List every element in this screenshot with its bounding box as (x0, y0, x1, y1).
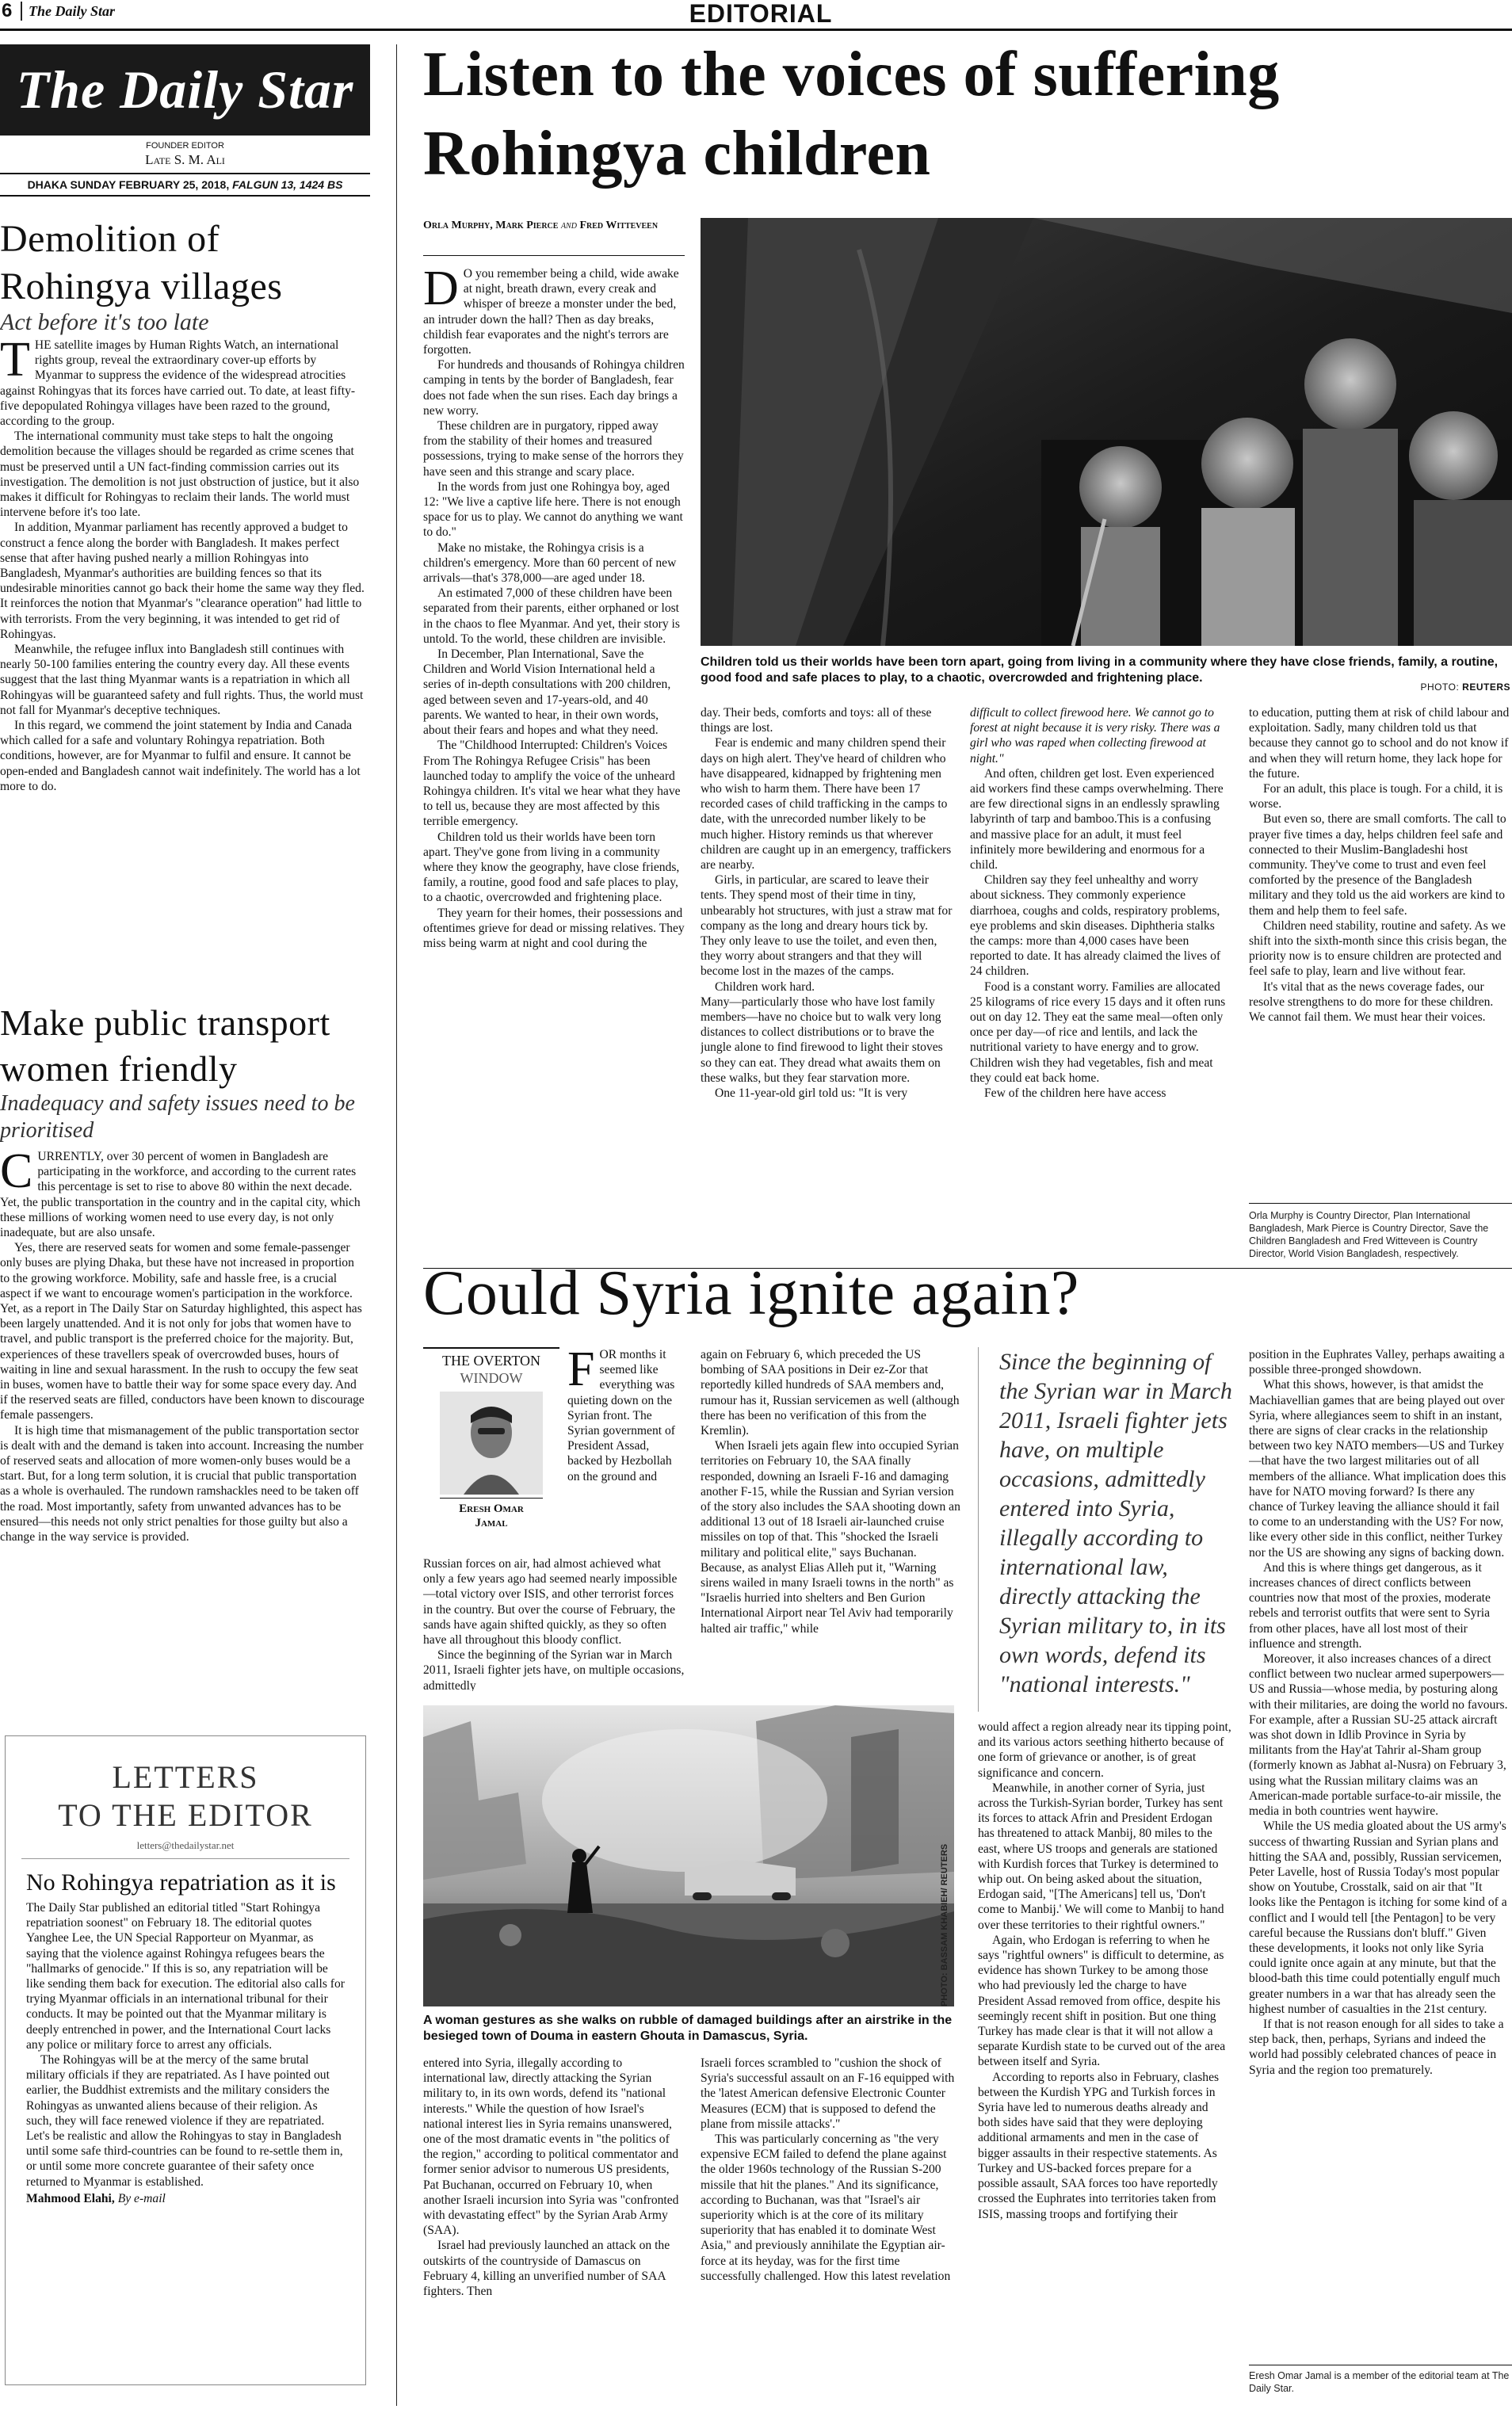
article1-byline-names: Orla Murphy, Mark Pierce (423, 220, 559, 231)
article1-bio: Orla Murphy is Country Director, Plan International Bangladesh, Mark Pierce is Country Director, Save the Children Bangladesh and Fred Witteveen is Country Director, World Vision Bangladesh, respectively. (1249, 1210, 1489, 1259)
header-divider (21, 2, 22, 21)
article1-paragraph: difficult to collect firewood here. We cannot go to forest at night because it is very risky. There was a girl who was raped when collecting firewood at night." (970, 706, 1220, 766)
article2-paragraph: This was particularly concerning as "the very expensive ECM failed to defend the plane against the older 1960s technology of the Russian S-200 missile that hit the planes." And its significance, according to Buchanan, was that "Israel's air superiority which is at the core of its military superiority that has enabled it to dominate West Asia," and previously annihilate the Egyptian air-force at its heyday, was for the first time successfully challenged. How this latest revelation (701, 2132, 951, 2283)
article1-paragraph: day. Their beds, comforts and toys: all of these things are lost. (701, 706, 932, 735)
author-photo (440, 1392, 543, 1495)
article1-byline-and: and (560, 220, 577, 231)
rohingya-photo-caption: Children told us their worlds have been torn apart, going from living in a community where they have close friends, family, a routine, good food and safe places to play, to a chaotic, overcrowded and frightening place. (701, 655, 1499, 685)
article2-paragraph: And this is where things get dangerous, as it increases chances of direct conflicts between countries now that most of the proxies, moderate rebels and terrorist outfits that were sent to Syria from other places, have all lost most of their influence and strength. (1249, 1560, 1491, 1651)
editorial2-paragraph: URRENTLY, over 30 percent of women in Bangladesh are participating in the workforce, and according to the current rates this percentage is set to rise to above 80 within the next decade. Yet, the public transportation in the country and in the capital city, which these millions of working women need to use every day, is not only inadequate, but are also unsafe. (0, 1150, 361, 1240)
article1-bio-rule (1249, 1203, 1512, 1204)
author-portrait-icon (440, 1392, 543, 1495)
article2-paragraph: While the US media gloated about the US army's success of thwarting Russian and Syrian plans and hitting the SAA and, possibly, Russian servicemen, Peter Lavelle, host of Russia Today's most popular show on Youtube, Crosstalk, said on air that "It looks like the Pentagon is itching for some kind of a conflict and I would tell [the Pentagon] to be very careful because the Russians don't bluff." Given these developments, it looks not only like Syria could ignite once again at any minute, but that the blood-bath this time could potentially engulf much greater numbers in a war that has already seen the highest number of casualties in the 21st century. (1249, 1819, 1507, 2016)
syria-photo-image (423, 1705, 954, 2006)
article2-col2 (701, 1347, 962, 1688)
article1-paragraph: Few of the children here have access (984, 1086, 1166, 1101)
article1-byline (423, 218, 693, 253)
editorial2-dropcap: C (0, 1149, 33, 1198)
article1-paragraph: Children told us their worlds have been torn apart. They've gone from living in a community where they know the geography, have close friends, family, a routine, good food and safe places to play, to a chaotic, overcrowded and frightening place. (423, 830, 680, 905)
article2-bio: Eresh Omar Jamal is a member of the editorial team at The Daily Star. (1249, 2370, 1510, 2394)
founder-label: FOUNDER EDITOR (146, 141, 224, 151)
article1-paragraph: An estimated 7,000 of these children have been separated from their parents, either orphaned or lost in the chaos to flee Myanmar. And yet, their story is untold. To the world, these children are invisible. (423, 586, 680, 646)
article2-paragraph: According to reports also in February, clashes between the Kurdish YPG and Turkish forces in Syria have led to numerous deaths already and both sides have said that they were deploying additional armaments and men in the case of bigger assaults in their respective statements. As Turkey and US-backed forces prepare for a possible assault, SAA forces too have reportedly crossed the Euphrates into territories taken from ISIS, massing troops and fortifying their (978, 2070, 1220, 2221)
syria-photo-credit: PHOTO: BASSAM KHABIEH/ REUTERS (940, 1843, 949, 2006)
article1-paragraph: These children are in purgatory, ripped away from the stability of their homes and treasured possessions, trying to make sense of the horrors they have seen and this strange and scary place. (423, 419, 684, 479)
editorial1-paragraph: In this regard, we commend the joint statement by India and Canada which called for a safe and voluntary Rohingya repatriation. Both conditions, however, are for Myanmar to fulfil and ensure. It cannot be open-ended and Bangladesh cannot wait indefinitely. The world has a lot more to do. (0, 719, 361, 793)
article1-paragraph: O you remember being a child, wide awake at night, breath drawn, every creak and whisper of breeze a monster under the bed, an intruder down the hall? Then as day breaks, childish fear evaporates and the night's terrors are forgotten. (423, 267, 679, 357)
article1-paragraph: In December, Plan International, Save the Children and World Vision International held a series of in-depth consultations with 200 children, aged between seven and 17-years-old, and 40 parents. We wanted to hear, in their own words, about their fears and hopes and what they need. (423, 647, 671, 738)
article2-paragraph: Since the beginning of the Syrian war in March 2011, Israeli fighter jets have, on multiple occasions, admittedly (423, 1648, 685, 1691)
article2-paragraph: What this shows, however, is that amidst the Machiavellian games that are being played out over Syria, where allegiances seem to shift in an instant, there are signs of clear cracks in the relationship between two key NATO members—US and Turkey—that have the two largest militaries out of all members of the alliance. What implication does this have for NATO moving forward? Is there any chance of Turkey leaving the alliance should it fail to come to an understanding with the US? For now, like every other side in this conflict, neither Turkey nor the US are showing any signs of backing down. (1249, 1378, 1506, 1560)
article1-byline-rule (423, 255, 685, 256)
article2-paragraph: If that is not reason enough for all sides to take a step back, then, perhaps, Syrians and indeed the world had possibly celebrated chances of peace in Syria and the region too prematurely. (1249, 2017, 1504, 2077)
article1-paragraph: Many—particularly those who have lost family members—have no choice but to walk very long distances to collect distributions or to brave the jungle alone to find firewood to light their stoves so they can eat. They dread what awaits them on these walks, but they fear starvation more. (701, 995, 943, 1085)
article1-paragraph: And often, children get lost. Even experienced aid workers find these camps overwhelming. There are few directional signs in an endlessly sprawling labyrinth of tarp and bamboo.This is a confusing and massive place for an adult, it must feel infinitely more bewildering and enormous for a child. (970, 766, 1224, 872)
rohingya-children-photo (701, 218, 1512, 646)
editorial2-body (0, 1149, 366, 1704)
article1-col4 (1249, 705, 1512, 1212)
letters-title-2: TO THE EDITOR (58, 1797, 313, 1833)
article1-paragraph: Make no mistake, the Rohingya crisis is a children's emergency. More than 60 percent of new arrivals—that's 378,000—are aged under 18. (423, 540, 677, 586)
article2-paragraph: Moreover, it also increases chances of a direct conflict between two nuclear armed superpowers—US and Russia—whose media, by posturing along with their militaries, are doing the world no favours. For example, after a Russian SU-25 attack aircraft was shot down in Idlib Province in Syria by militants from the Hay'at Tahrir al-Sham group (formerly known as Jabhat al-Nusra) on February 3, using what the Russian military claims was an American-made portable surface-to-air missile, the media in both countries went haywire. (1249, 1652, 1508, 1819)
letters-paragraph: The Rohingyas will be at the mercy of the same brutal military officials if they are repatriated. As I have pointed out earlier, the Buddhist extremists and the military considers the Rohingyas as unwanted aliens because of their religion. As such, they will face renewed violence if they are repatriated. Let's be realistic and allow the Rohingyas to stay in Bangladesh until some safe third-countries can be found to re-settle them in, or until some more concrete guarantee of their safety once returned to Myanmar is established. (26, 2053, 343, 2189)
masthead-rule-bottom (0, 195, 370, 197)
article2-headline: Could Syria ignite again? (423, 1258, 1079, 1328)
article2-col1 (423, 1556, 685, 1691)
editorial1-paragraph: HE satellite images by Human Rights Watch, an international rights group, reveal the extraordinary cover-up efforts by Myanmar to suppress the evidence of the widespread atrocities against Rohingyas that its forces have carried out. To date, at least fifty-five depopulated Rohingya villages have been razed to the ground, according to the group. (0, 338, 356, 429)
page-number: 6 (2, 0, 13, 21)
article1-paragraph: The "Childhood Interrupted: Children's Voices From The Rohingya Refugee Crisis" has been launched today to amplify the voice of the unheard Rohingya children. It's vital we hear what they have to tell us, because they are most affected by this terrible emergency. (423, 739, 681, 829)
letters-signature-name: Mahmood Elahi, (26, 2191, 115, 2205)
article1-col3 (970, 705, 1228, 1339)
rohingya-photo-credit (1331, 682, 1510, 694)
column-name-2: WINDOW (460, 1370, 523, 1386)
letters-signature-loc: By e-mail (117, 2191, 166, 2205)
author-divider (440, 1498, 543, 1499)
pullquote (978, 1347, 1233, 1712)
article2-paragraph: Israel had previously launched an attack on the outskirts of the countryside of Damascus on February 4, killing an unverified number of SAA fighters. Then (423, 2239, 670, 2299)
article1-paragraph: For an adult, this place is tough. For a child, it is worse. (1249, 782, 1503, 811)
author-name-2: Jamal (475, 1517, 508, 1529)
article1-headline: Listen to the voices of suffering Rohingya children (423, 40, 1280, 189)
section-label: EDITORIAL (689, 0, 833, 27)
editorial1-paragraph: The international community must take steps to halt the ongoing demolition because the villages should be regarded as crime scenes that must be preserved until a UN fact-finding commission carries out its investigation. The demolition is not just obstruction of justice, but it also makes it difficult for Rohingyas to reclaim their lands. The world must intervene before it's too late. (0, 430, 360, 520)
article2-paragraph: Russian forces on air, had almost achieved what only a few years ago had seemed nearly impossible—total victory over ISIS, and other terrorist forces in the country. But over the course of February, the sands have again shifted quickly, as they so often have all throughout this bloody conflict. (423, 1557, 678, 1647)
dateline-bangla: FALGUN 13, 1424 BS (232, 178, 343, 191)
article1-paragraph: Fear is endemic and many children spend their days on high alert. They've heard of children who have disappeared, kidnapped by frightening men who wish to harm them. There have been 17 recorded cases of child trafficking in the camps to date, with the unrecorded number likely to be much higher. History reminds us that wherever children are caught up in an emergency, traffickers are nearby. (701, 736, 952, 872)
editorial2-kicker: Inadequacy and safety issues need to be prioritised (0, 1091, 355, 1143)
letters-paragraph: The Daily Star published an editorial titled "Start Rohingya repatriation soonest" on February 18. The editorial quotes Yanghee Lee, the UN Special Rapporteur on Myanmar, as saying that the violence against Rohingya refugees bears the "hallmarks of genocide." If this is so, any repatriation will be like sending them back for execution. The editorial also calls for trying Myanmar officials in an international tribunal for their conducts. It may be pointed out that the Myanmar military is deeply entrenched in power, and the International Court lacks any police or military force to arrest any officials. (26, 1901, 345, 2052)
article1-dropcap: D (423, 266, 459, 315)
rohingya-photo-credit-label: PHOTO: (1420, 682, 1460, 693)
dateline (0, 176, 370, 193)
masthead-logo (0, 44, 370, 136)
article2-dropcap: F (567, 1347, 595, 1396)
editorial2-headline: Make public transport women friendly (0, 1002, 330, 1089)
syria-photo (423, 1705, 954, 2006)
article2-col3 (978, 1720, 1231, 2409)
article1-paragraph: But even so, there are small comforts. The call to prayer five times a day, helps children feel safe and connected to their Muslim-Bangladeshi host community. They've come to trust and even feel comforted by the presence of the Bangladesh military and they told us the aid workers are kind to them and help them to feel safe. (1249, 812, 1506, 918)
editorial1-paragraph: Meanwhile, the refugee influx into Bangladesh still continues with nearly 50-100 families entering the country every day. All these events suggest that the last thing Myanmar wants is a repatriation in which all Rohingyas will be guaranteed safety and full rights. Thus, the world must not fall for Myanmar's deceptive techniques. (0, 643, 364, 717)
letters-box (5, 1735, 366, 2385)
article2-bcol2 (701, 2056, 962, 2404)
editorial1-body (0, 338, 366, 972)
article2-paragraph: entered into Syria, illegally according to international law, directly attacking the Syrian military to, in its own words, defend its "national interests." While the question of how Israel's national interest lies in Syria remains unanswered, one of the most dramatic events in "the politics of the region," according to political commentator and former senior advisor to numerous US presidents, Pat Buchanan, occurred on February 10, when another Israeli incursion into Syria was "confronted with devastating effect" by the Syrian Arab Army (SAA). (423, 2056, 679, 2238)
article2-bcol1 (423, 2056, 685, 2404)
article1-paragraph: Food is a constant worry. Families are allocated 25 kilograms of rice every 15 days and it often runs out on day 12. They eat the same meal—often only once per day—of rice and lentils, and lack the nutritional variety to have energy and to grow. Children wish they had vegetables, fish and meat they could eat back home. (970, 979, 1226, 1085)
rohingya-children-photo-image (701, 218, 1512, 646)
letters-title-1: LETTERS (112, 1759, 259, 1795)
article1-paragraph: In the words from just one Rohingya boy, aged 12: "We live a captive life here. There is not enough space for us to play. We cannot do anything we want to do." (423, 479, 683, 540)
column-name-1: THE OVERTON (441, 1353, 541, 1369)
article1-col2 (701, 705, 953, 1339)
article2-col4 (1249, 1347, 1512, 2357)
letters-headline: No Rohingya repatriation as it is (26, 1869, 336, 1896)
syria-photo-caption: A woman gestures as she walks on rubble of damaged buildings after an airstrike in the besieged town of Douma in eastern Ghouta in Damascus, Syria. (423, 2014, 953, 2043)
article2-paragraph: When Israeli jets again flew into occupied Syrian territories on February 10, the SAA finally responded, downing an Israeli F-16 and damaging another F-15, while the Russian and Syrian version of the story also includes the SAA shooting down an additional 13 out of 18 Israeli air-launched cruise missiles on top of that. This "shocked the Israeli military and political elite," says Buchanan. Because, as analyst Elias Alleh put it, "Warning sirens wailed in many Israeli towns in the north" as "Israelis hurried into shelters and Ben Gurion International Airport near Tel Aviv had temporarily halted air traffic," while (701, 1439, 960, 1636)
article2-paragraph: Israeli forces scrambled to "cushion the shock of Syria's successful assault on an F-16 equipped with the 'latest American defensive Electronic Counter Measures (ECM) that is supposed to defend the plane from missile attacks'." (701, 2056, 955, 2131)
editorial1-kicker: Act before it's too late (0, 309, 209, 335)
article1-paragraph: Children need stability, routine and safety. As we shift into the sixth-month since this crisis began, the priority now is to ensure children are protected and feel safe to play, learn and live without fear. (1249, 918, 1507, 979)
article2-paragraph: again on February 6, which preceded the US bombing of SAA positions in Deir ez-Zor that reportedly killed hundreds of SAA members and, rumour has it, Russian servicemen as well (although there has been no verification of this from the Kremlin). (701, 1348, 960, 1438)
article1-paragraph: It's vital that as the news coverage fades, our resolve strengthens to do more for these children. We cannot fail them. We must hear their voices. (1249, 979, 1494, 1025)
pullquote-text: Since the beginning of the Syrian war in March 2011, Israeli fighter jets have, on multiple occasions, admittedly entered into Syria, illegally according to international law, directly attacking the Syrian military to, in its own words, defend its "national interests." (999, 1349, 1232, 1697)
editorial2-paragraph: Yes, there are reserved seats for women and some female-passenger only buses are plying Dhaka, but these have not increased in proportion to the growing workforce. Mobility, safe and hassle free, is a crucial aspect if we want to encourage women's participation in the workforce. Yet, as a report in The Daily Star on Saturday highlighted, this aspect has been largely unattended. And it is not only for jobs that women have to travel, and public transport is the preferred choice for the majority. But, experiences of these travellers speak of overcrowded buses, hours of waiting in line and sexual harassment. In the rush to occupy the few seat in buses, women have to battle their way for some space every day. And if the reserved seats are filled, conductors have been known to discourage female passengers. (0, 1241, 365, 1422)
running-head-paper-name: The Daily Star (29, 3, 116, 19)
article1-paragraph: For hundreds and thousands of Rohingya children camping in tents by the border of Bangladesh, fear does not fade when the sun rises. Each day brings a new worry. (423, 358, 685, 418)
author-box (423, 1347, 559, 1553)
article2-paragraph: Meanwhile, in another corner of Syria, just across the Turkish-Syrian border, Turkey has sent its forces to attack Afrin and President Erdogan has threatened to attack Manbij, 80 miles to the east, where US troops and generals are stationed with Kurdish forces that Turkey is determined to whip out. On being asked about the situation, Erdogan said, "[The Americans] tell us, 'Don't come to Manbij.' We will come to Manbij to hand over these territories to their rightful owners." (978, 1781, 1224, 1932)
article1-paragraph: Children say they feel unhealthy and worry about sickness. They commonly experience diarrhoea, coughs and colds, respiratory problems, eye problems and skin diseases. Diphtheria stalks the camps: more than 4,000 cases have been reported to date. It has already claimed the lives of 24 children. (970, 873, 1221, 979)
article1-paragraph: to education, putting them at risk of child labour and exploitation. Sadly, many children told us that because they cannot go to school and do not know if and when they will return home, they lack hope for the future. (1249, 706, 1510, 781)
article2-paragraph: would affect a region already near its tipping point, and its various actors seething hitherto because of one form of grievance or another, is of great significance and concern. (978, 1720, 1231, 1780)
article1-paragraph: Children work hard. (715, 979, 815, 994)
editorial1-paragraph: In addition, Myanmar parliament has recently approved a budget to construct a fence along the border with Bangladesh. It makes perfect sense that after having pushed nearly a million Rohingyas into Bangladesh, Myanmar's authorities are building fences so that its undesirable minorities cannot go back their home the same way they fled. It reinforces the notion that Myanmar's "clearance operation" had little to with terrorists. From the very beginning, it was intended to get rid of Rohingyas. (0, 521, 365, 641)
letters-email: letters@thedailystar.net (136, 1839, 235, 1851)
author-name-1: Eresh Omar (459, 1502, 524, 1515)
editorial2-paragraph: It is high time that mismanagement of the public transportation sector is dealt with and the demand is taken into account. Increasing the number of reserved seats and allocation of more women-only buses would be a start. But, for a long term solution, it is crucial that public transportation as a whole is overhauled. The rundown ramshackles need to be taken off the road. Most importantly, safety from unwanted advances has to be ensured—this needs not only strict penalties for those guilty but also a change in the way service is provided. (0, 1423, 364, 1544)
article2-paragraph: OR months it seemed like everything was quieting down on the Syrian front. The Syrian government of President Assad, backed by Hezbollah on the ground and (567, 1348, 675, 1483)
rohingya-photo-credit-source: REUTERS (1462, 682, 1510, 693)
header-rule (0, 29, 1512, 31)
article1-paragraph: One 11-year-old girl told us: "It is very (715, 1086, 908, 1101)
editorial1-headline: Demolition of Rohingya villages (0, 218, 283, 307)
article1-col1 (423, 266, 685, 1344)
founder-name: Late S. M. Ali (145, 152, 225, 167)
article1-byline-last: Fred Witteveen (579, 220, 659, 231)
masthead-logo-text: The Daily Star (16, 59, 354, 120)
editorial1-dropcap: T (0, 338, 30, 387)
dateline-date: DHAKA SUNDAY FEBRUARY 25, 2018, (27, 178, 230, 191)
column-divider (396, 44, 397, 2406)
article1-paragraph: Girls, in particular, are scared to leave their tents. They spend most of their time in tiny, unbearably hot structures, with just a straw mat for company as the long and dreary hours tick by. They only leave to use the toilet, and even then, they worry about strangers and that they will become lost in the mazes of the camps. (701, 873, 953, 979)
masthead-rule-top (0, 173, 370, 174)
article2-paragraph: position in the Euphrates Valley, perhaps awaiting a possible three-pronged showdown. (1249, 1348, 1505, 1377)
letters-body (6, 1900, 365, 2206)
article1-paragraph: They yearn for their homes, their possessions and oftentimes grieve for dead or missing relatives. They miss being warm at night and cool during the (423, 906, 685, 950)
article2-paragraph: Again, who Erdogan is referring to when he says "rightful owners" is difficult to determine, as evidence has shown Turkey to be among those who had previously led the charge to have President Assad removed from office, despite his seemingly recent shift in position. But one thing Turkey has made clear is that it will not allow a separate Kurdish state to be curved out of the area between itself and Syria. (978, 1933, 1226, 2069)
article2-col1-top (567, 1347, 683, 1553)
